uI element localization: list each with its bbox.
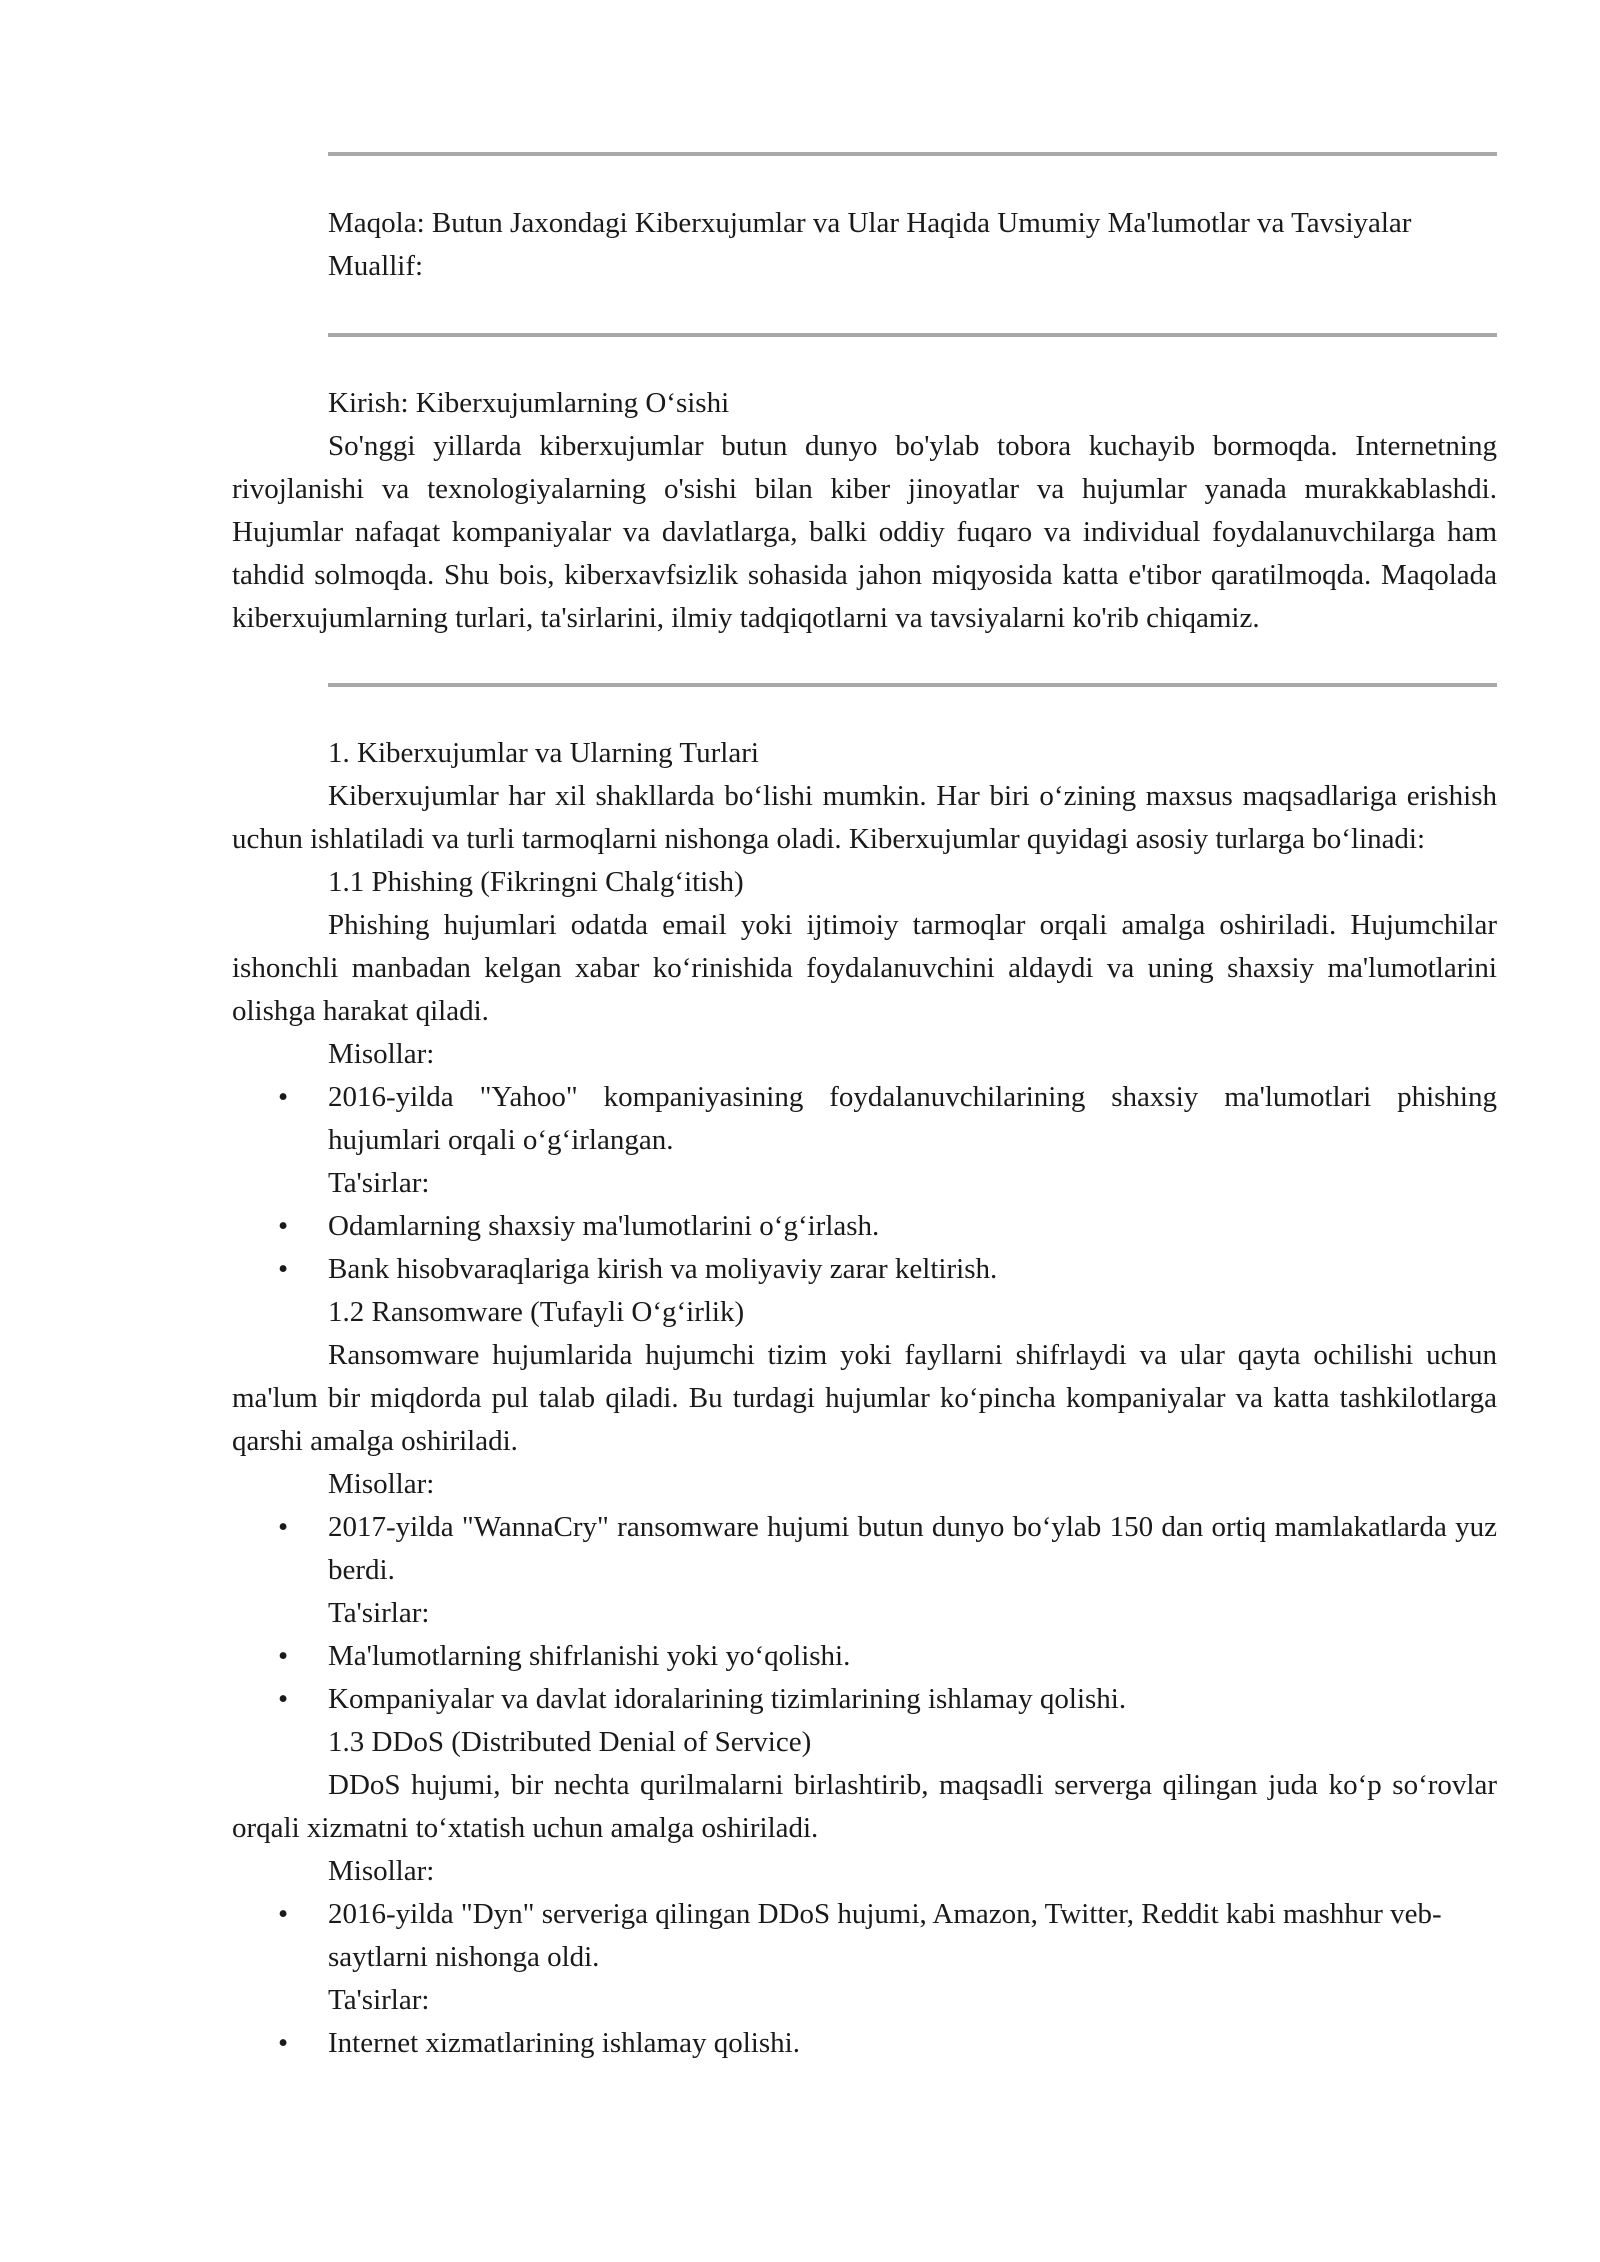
sub1-examples-label: Misollar: (328, 1038, 435, 1070)
sub1-effects-label: Ta'sirlar: (328, 1167, 430, 1199)
list-item: • Kompaniyalar va davlat idoralarining tizimlarining ishlamay qolishi. (232, 1678, 1497, 1721)
sub3-paragraph: DDoS hujumi, bir nechta qurilmalarni birlashtirib, maqsadli serverga qilingan juda ko‘p so‘rovlar orqali xizmatni to‘xtatish uchun amalga oshiriladi. (232, 1769, 1497, 1844)
sub2-examples-list (232, 1506, 1497, 1592)
sub3-heading: 1.3 DDoS (Distributed Denial of Service) (328, 1726, 812, 1758)
sub3-effects-list (232, 2022, 1497, 2065)
sub2-paragraph: Ransomware hujumlarida hujumchi tizim yoki fayllarni shifrlaydi va ular qayta ochilishi uchun ma'lum bir miqdorda pul talab qiladi. Bu turdagi hujumlar ko‘pincha kompaniyalar va katta tashkilotlarga qarshi amalga oshiriladi. (232, 1339, 1497, 1457)
header-rule (328, 333, 1497, 337)
list-item: • 2017-yilda "WannaCry" ransomware hujumi butun dunyo bo‘ylab 150 dan ortiq mamlakatlarda yuz berdi. (232, 1506, 1497, 1592)
section1-paragraph: Kiberxujumlar har xil shakllarda bo‘lishi mumkin. Har biri o‘zining maxsus maqsadlariga erishish uchun ishlatiladi va turli tarmoqlarni nishonga oladi. Kiberxujumlar quyidagi asosiy turlarga bo‘linadi: (232, 780, 1497, 855)
list-item: • Bank hisobvaraqlariga kirish va moliyaviy zarar keltirish. (232, 1248, 1497, 1291)
intro-heading: Kirish: Kiberxujumlarning O‘sishi (328, 387, 730, 419)
list-item: • Ma'lumotlarning shifrlanishi yoki yo‘qolishi. (232, 1635, 1497, 1678)
header-block (232, 202, 1497, 288)
sub2-effects-label: Ta'sirlar: (328, 1597, 430, 1629)
sub2-effects-list (232, 1635, 1497, 1721)
list-item: • 2016-yilda "Dyn" serveriga qilingan DDoS hujumi, Amazon, Twitter, Reddit kabi mashhur veb-saytlarni nishonga oldi. (232, 1893, 1519, 1979)
sub1-examples-list (232, 1076, 1497, 1162)
sub3-effects-label: Ta'sirlar: (328, 1984, 430, 2016)
bullet-icon: • (278, 1898, 289, 1930)
article-title: Maqola: Butun Jaxondagi Kiberxujumlar va Ular Haqida Umumiy Ma'lumotlar va Tavsiyalar (328, 207, 1412, 239)
list-item: • 2016-yilda "Yahoo" kompaniyasining foydalanuvchilarining shaxsiy ma'lumotlari phishing hujumlari orqali o‘g‘irlangan. (232, 1076, 1497, 1162)
sub1-paragraph: Phishing hujumlari odatda email yoki ijtimoiy tarmoqlar orqali amalga oshiriladi. Hujumchilar ishonchli manbadan kelgan xabar ko‘rinishida foydalanuvchini aldaydi va uning shaxsiy ma'lumotlarini olishga harakat qiladi. (232, 909, 1497, 1027)
sub2-examples-label: Misollar: (328, 1468, 435, 1500)
top-rule (328, 152, 1497, 156)
sub1-heading: 1.1 Phishing (Fikringni Chalg‘itish) (328, 866, 744, 898)
bullet-icon: • (278, 1253, 289, 1285)
intro-rule (328, 683, 1497, 687)
section1-block (232, 732, 1497, 2065)
intro-paragraph: So'nggi yillarda kiberxujumlar butun dunyo bo'ylab tobora kuchayib bormoqda. Internetning rivojlanishi va texnologiyalarning o'sishi bilan kiber jinoyatlar va hujumlar yanada murakkablashdi. Hujumlar nafaqat kompaniyalar va davlatlarga, balki oddiy fuqaro va individual foydalanuvchilarga ham tahdid solmoqda. Shu bois, kiberxavfsizlik sohasida jahon miqyosida katta e'tibor qaratilmoqda. Maqolada kiberxujumlarning turlari, ta'sirlarini, ilmiy tadqiqotlarni va tavsiyalarni ko'rib chiqamiz. (232, 430, 1497, 634)
bullet-icon: • (278, 1081, 289, 1113)
bullet-icon: • (278, 1210, 289, 1242)
sub3-examples-list (232, 1893, 1497, 1979)
bullet-icon: • (278, 1511, 289, 1543)
sub1-effects-list (232, 1205, 1497, 1291)
sub2-heading: 1.2 Ransomware (Tufayli O‘g‘irlik) (328, 1296, 745, 1328)
bullet-icon: • (278, 1640, 289, 1672)
bullet-icon: • (278, 2027, 289, 2059)
list-item: • Internet xizmatlarining ishlamay qolishi. (232, 2022, 1497, 2065)
sub3-examples-label: Misollar: (328, 1855, 435, 1887)
bullet-icon: • (278, 1683, 289, 1715)
author-label: Muallif: (328, 250, 424, 282)
section1-heading: 1. Kiberxujumlar va Ularning Turlari (328, 737, 759, 769)
list-item: • Odamlarning shaxsiy ma'lumotlarini o‘g‘irlash. (232, 1205, 1497, 1248)
intro-block (232, 382, 1497, 640)
